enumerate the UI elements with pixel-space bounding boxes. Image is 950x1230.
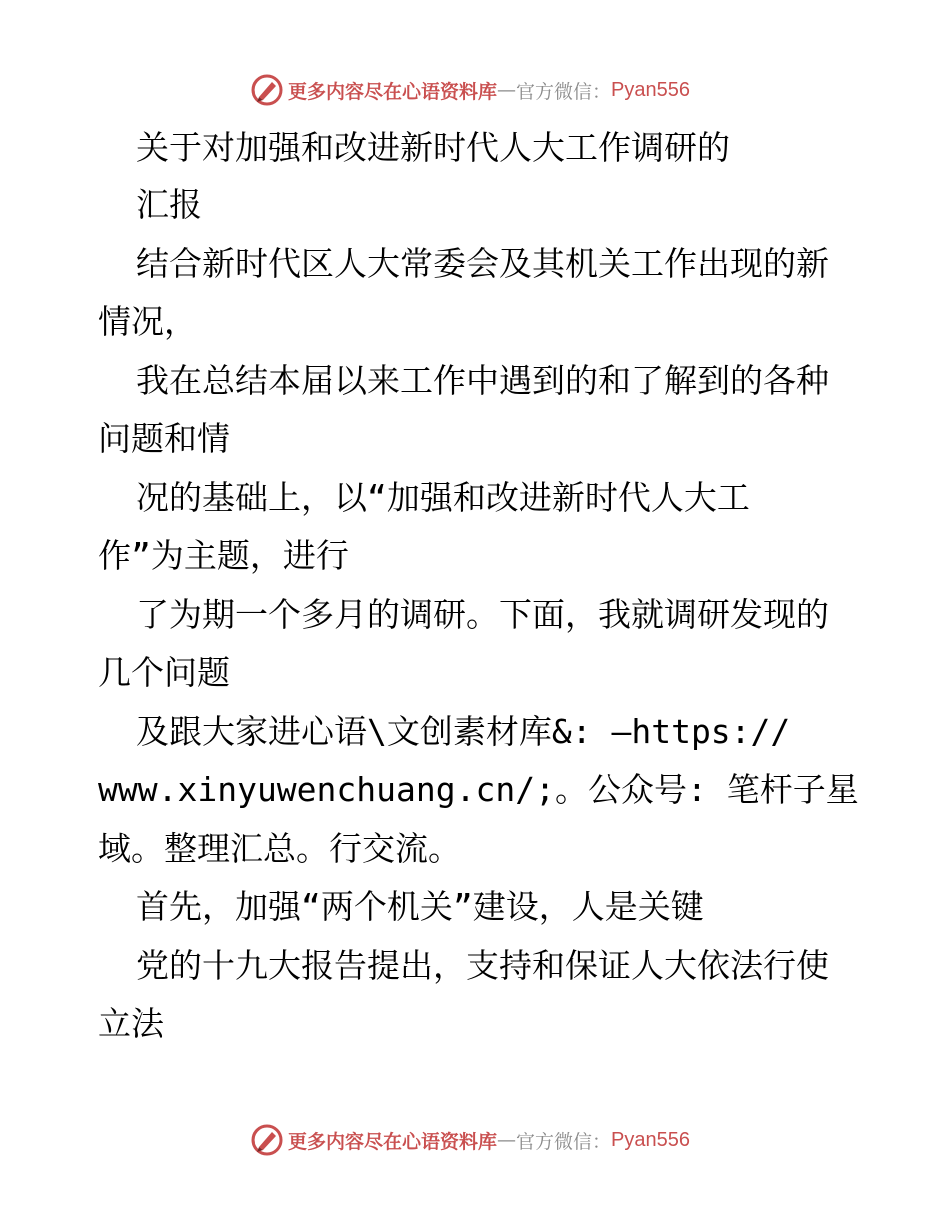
paragraph-line: 了为期一个多月的调研。下面，我就调研发现的 bbox=[136, 595, 829, 634]
watermark-separator: — bbox=[497, 79, 517, 101]
doc-title-line-2: 汇报 bbox=[136, 185, 202, 224]
pen-logo-icon bbox=[250, 1123, 284, 1157]
paragraph-line: 党的十九大报告提出，支持和保证人大依法行使 bbox=[136, 946, 829, 985]
watermark-official-label: 官方微信： bbox=[516, 1130, 612, 1153]
paragraph-line: 结合新时代区人大常委会及其机关工作出现的新 bbox=[136, 244, 829, 283]
header-watermark bbox=[0, 70, 950, 110]
paragraph-line: 况的基础上，以“加强和改进新时代人大工 bbox=[136, 478, 750, 517]
watermark-main-text: 更多内容尽在心语资料库 bbox=[288, 80, 498, 103]
paragraph-line: 几个问题 bbox=[98, 653, 230, 692]
paragraph-line: 作”为主题，进行 bbox=[98, 536, 349, 575]
footer-watermark bbox=[0, 1120, 950, 1160]
paragraph-line: 问题和情 bbox=[98, 419, 230, 458]
paragraph-line: 情况， bbox=[98, 302, 197, 341]
watermark-official-label: 官方微信： bbox=[516, 80, 612, 103]
watermark-wechat-id: Pyan556 bbox=[611, 1128, 690, 1151]
paragraph-line: www.xinyuwenchuang.cn/;。公众号: 笔杆子星 bbox=[98, 770, 859, 809]
paragraph-line: 立法 bbox=[98, 1004, 164, 1043]
paragraph-line: 我在总结本届以来工作中遇到的和了解到的各种 bbox=[136, 361, 829, 400]
paragraph-line: 首先，加强“两个机关”建设，人是关键 bbox=[136, 887, 704, 926]
watermark-wechat-id: Pyan556 bbox=[611, 78, 690, 101]
paragraph-line: 域。整理汇总。行交流。 bbox=[98, 829, 461, 868]
doc-title-line-1: 关于对加强和改进新时代人大工作调研的 bbox=[136, 128, 730, 167]
watermark-separator: — bbox=[497, 1129, 517, 1151]
watermark-main-text: 更多内容尽在心语资料库 bbox=[288, 1130, 498, 1153]
paragraph-line: 及跟大家进心语\文创素材库&: —https:// bbox=[136, 712, 791, 751]
pen-logo-icon bbox=[250, 73, 284, 107]
